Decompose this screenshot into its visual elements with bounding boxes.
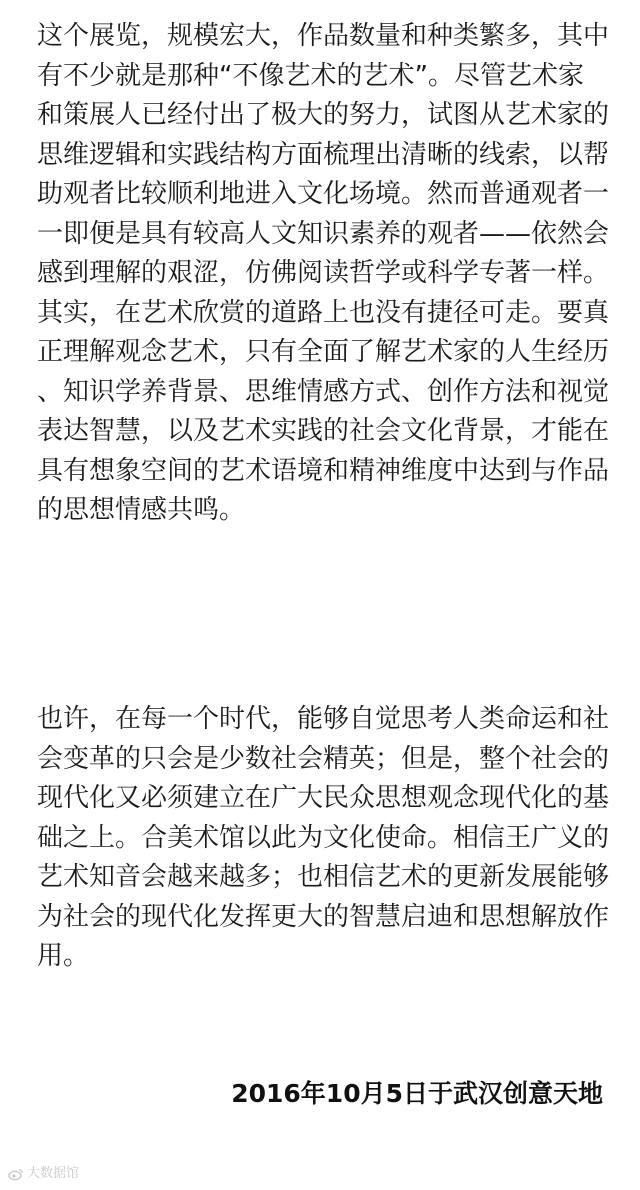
paragraph-line: 的思想情感共鸣。 [37, 495, 246, 525]
paragraph-line: 有不少就是那种“不像艺术的艺术”。尽管艺术家 [37, 60, 584, 91]
paragraph-line: 一即便是具有较高人文知识素养的观者——依然会 [37, 218, 610, 249]
paragraph-2 [37, 700, 609, 977]
watermark [8, 1166, 79, 1182]
paragraph-line: 现代化又必须建立在广大民众思想观念现代化的基 [37, 783, 610, 813]
paragraph-line: 艺术知音会越来越多；也相信艺术的更新发展能够 [37, 862, 610, 892]
paragraph-1 [37, 17, 609, 531]
paragraph-line: 这个展览，规模宏大，作品数量和种类繁多，其中 [37, 21, 610, 51]
paragraph-line: 思维逻辑和实践结构方面梳理出清晰的线索，以帮 [37, 139, 610, 170]
paragraph-line: 其实，在艺术欣赏的道路上也没有捷径可走。要真 [37, 297, 610, 328]
watermark-text: 大数据馆 [27, 1166, 80, 1181]
signature-date-place: 2016年10月5日于武汉创意天地 [231, 1079, 603, 1108]
paragraph-line: 、知识学养背景、思维情感方式、创作方法和视觉 [37, 376, 610, 407]
paragraph-line: 表达智慧，以及艺术实践的社会文化背景，才能在 [37, 416, 610, 446]
weibo-logo-icon [8, 1167, 24, 1181]
paragraph-line: 础之上。合美术馆以此为文化使命。相信王广义的 [37, 822, 610, 853]
paragraph-line: 为社会的现代化发挥更大的智慧启迪和思想解放作 [37, 901, 610, 932]
paragraph-line: 会变革的只会是少数社会精英；但是，整个社会的 [37, 743, 610, 774]
paragraph-line: 也许，在每一个时代，能够自觉思考人类命运和社 [37, 704, 610, 734]
paragraph-line: 助观者比较顺利地进入文化场境。然而普通观者一 [37, 179, 610, 209]
paragraph-line: 和策展人已经付出了极大的努力，试图从艺术家的 [37, 100, 610, 130]
paragraph-line: 具有想象空间的艺术语境和精神维度中达到与作品 [37, 455, 610, 486]
paragraph-line: 正理解观念艺术，只有全面了解艺术家的人生经历 [37, 337, 610, 367]
paragraph-line: 感到理解的艰涩，仿佛阅读哲学或科学专著一样。 [37, 258, 610, 288]
paragraph-line: 用。 [37, 941, 90, 971]
